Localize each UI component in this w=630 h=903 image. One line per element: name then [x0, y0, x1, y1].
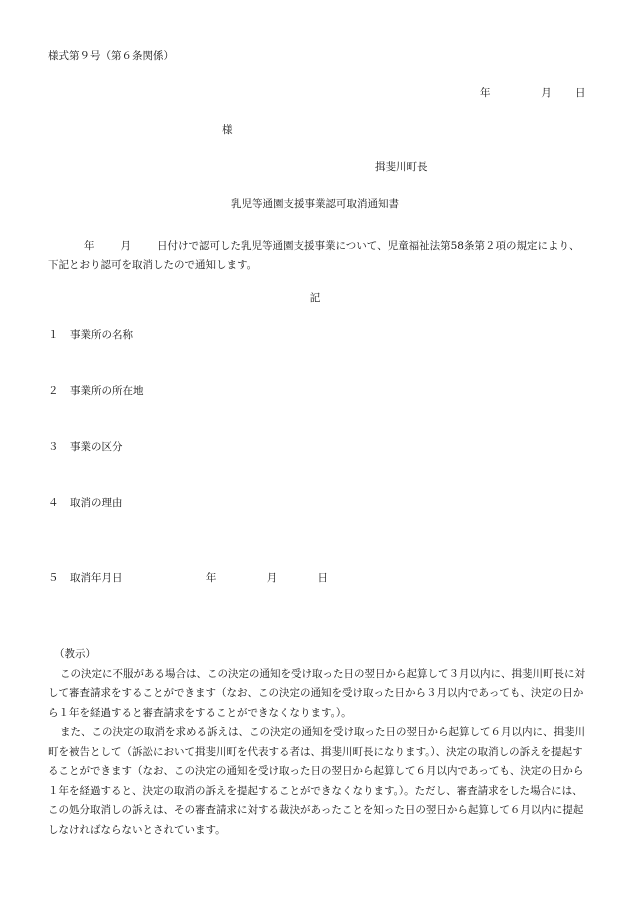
intro-body: 日付けで認可した乳児等通園支援事業について、児童福祉法第58条第２項の規定により、下記とおり認可を取消したので通知します。: [48, 240, 580, 271]
item-number: ４: [48, 497, 59, 509]
issuer-name: 揖斐川町長: [375, 161, 428, 173]
intro-month: 月: [120, 240, 131, 252]
issue-date-year: 年: [480, 87, 491, 99]
issue-date: [480, 88, 586, 99]
intro-paragraph: [48, 237, 588, 275]
item-cancel-date: [48, 573, 328, 584]
issue-date-day: 日: [575, 87, 586, 99]
item-business-category: [48, 442, 123, 453]
recipient-suffix: 様: [222, 124, 233, 136]
form-number: 様式第９号（第６条関係）: [48, 50, 174, 62]
item-number: １: [48, 329, 59, 341]
item-business-name: [48, 330, 133, 341]
cancel-date-year: 年: [205, 572, 217, 584]
document-title: 乳児等通園支援事業認可取消通知書: [231, 198, 399, 210]
item-cancel-reason: [48, 498, 123, 509]
cancel-date-day: 日: [317, 572, 329, 584]
notice-paragraph-2: また、この決定の取消を求める訴えは、この決定の通知を受け取った日の翌日から起算して６月以内に、揖斐川町を被告として（訴訟において揖斐川町を代表する者は、揖斐川町長になります。）、決定の取消しの訴えを提起することができます（なお、この決定の通知を受け取った日の翌日から起算して６月以内であっても、決定の日から１年を経過すると、決定の取消の訴えを提起することができなくなります。）。ただし、審査請求をした場合には、この処分取消しの訴えは、その審査請求に対する裁決があったことを知った日の翌日から起算して６月以内に提起しなければならないとされています。: [48, 726, 585, 836]
item-business-address: [48, 386, 144, 397]
issue-date-month: 月: [541, 87, 552, 99]
intro-year: 年: [84, 240, 95, 252]
notice-paragraph-1: この決定に不服がある場合は、この決定の通知を受け取った日の翌日から起算して３月以内に、揖斐川町長に対して審査請求をすることができます（なお、この決定の通知を受け取った日から３月以内であっても、決定の日から１年を経過すると審査請求をすることができなくなります。）。: [48, 667, 585, 719]
cancel-date-month: 月: [266, 572, 278, 584]
ki-heading: 記: [309, 292, 321, 304]
notice-heading: （教示）: [54, 648, 96, 660]
item-number: ２: [48, 385, 59, 397]
item-label: 事業所の所在地: [70, 385, 144, 397]
item-label: 取消の理由: [70, 497, 123, 509]
item-label: 取消年月日: [70, 572, 123, 584]
item-number: ３: [48, 441, 59, 453]
item-number: ５: [48, 572, 59, 584]
appeal-notice: [48, 645, 588, 840]
item-label: 事業所の名称: [70, 329, 133, 341]
item-label: 事業の区分: [70, 441, 123, 453]
